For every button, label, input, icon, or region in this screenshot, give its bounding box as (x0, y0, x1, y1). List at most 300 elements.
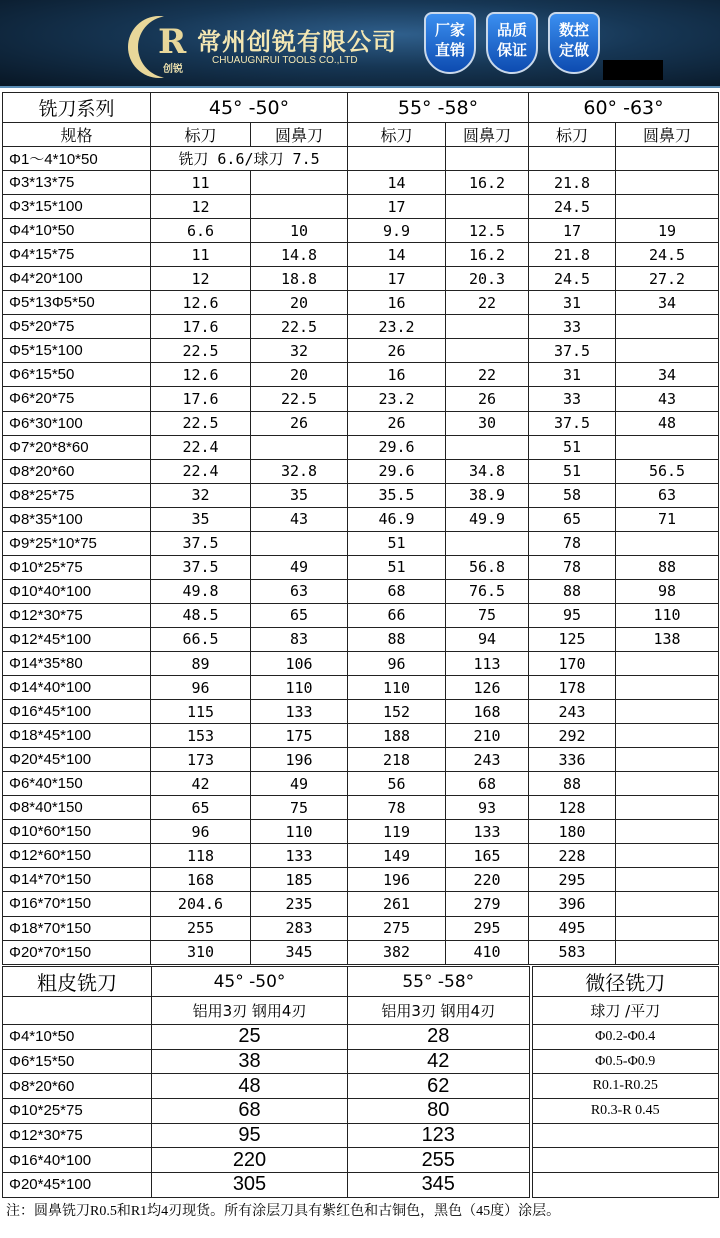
price-cell: 49.8 (151, 579, 251, 603)
price-cell: 138 (616, 627, 719, 651)
table-row (3, 603, 719, 627)
group-header: 45° -50° (151, 93, 348, 123)
price-cell: 49 (251, 772, 348, 796)
group-header: 60° -63° (529, 93, 719, 123)
price-cell: 110 (251, 676, 348, 700)
price-cell (616, 651, 719, 675)
price-cell: 220 (152, 1148, 348, 1173)
price-cell: 218 (348, 748, 446, 772)
spec-cell: Φ12*60*150 (3, 844, 151, 868)
price-cell: 33 (529, 315, 616, 339)
table-row (3, 363, 719, 387)
spec-cell: Φ4*15*75 (3, 243, 151, 267)
table-row (3, 724, 719, 748)
spec-cell: Φ6*40*150 (3, 772, 151, 796)
price-cell: 243 (529, 700, 616, 724)
table-row (3, 868, 719, 892)
price-cell: 275 (348, 916, 446, 940)
price-cell: 168 (446, 700, 529, 724)
price-cell: 31 (529, 363, 616, 387)
table-row (3, 555, 719, 579)
price-cell: 96 (151, 820, 251, 844)
table-row (3, 219, 719, 243)
spec-cell: Φ8*20*60 (3, 1074, 152, 1099)
table-row (3, 892, 719, 916)
spec-cell: Φ6*30*100 (3, 411, 151, 435)
price-cell: 63 (616, 483, 719, 507)
price-cell (616, 171, 719, 195)
price-cell: 295 (529, 868, 616, 892)
price-cell: 56.5 (616, 459, 719, 483)
price-cell: R0.1-R0.25 (531, 1074, 719, 1099)
logo-subtext: 创锐 (163, 64, 183, 75)
price-cell: 30 (446, 411, 529, 435)
price-cell: 37.5 (151, 531, 251, 555)
price-cell: 279 (446, 892, 529, 916)
price-cell: 24.5 (529, 267, 616, 291)
table-row (3, 916, 719, 940)
price-cell: 292 (529, 724, 616, 748)
table-row (3, 748, 719, 772)
price-cell: 16 (348, 363, 446, 387)
price-cell: 170 (529, 651, 616, 675)
price-cell: Φ0.5-Φ0.9 (531, 1049, 719, 1074)
spec-cell: Φ9*25*10*75 (3, 531, 151, 555)
price-cell (616, 724, 719, 748)
group-header: 45° -50° (152, 967, 348, 997)
price-cell: 28 (348, 1025, 531, 1050)
price-cell: 21.8 (529, 171, 616, 195)
price-cell: 382 (348, 940, 446, 964)
badge-text: 品质 (496, 21, 527, 39)
price-cell: 94 (446, 627, 529, 651)
price-cell (348, 147, 446, 171)
price-cell: 38 (152, 1049, 348, 1074)
spec-cell: Φ12*30*75 (3, 1123, 152, 1148)
price-cell: 345 (348, 1173, 531, 1198)
price-cell: 23.2 (348, 315, 446, 339)
table-row (3, 627, 719, 651)
spec-cell: Φ8*20*60 (3, 459, 151, 483)
price-cell: 22 (446, 291, 529, 315)
sub-header: 圆鼻刀 (616, 123, 719, 147)
price-cell (251, 435, 348, 459)
spec-cell: Φ14*40*100 (3, 676, 151, 700)
price-cell: 305 (152, 1173, 348, 1198)
price-cell: 29.6 (348, 435, 446, 459)
price-cell: 56 (348, 772, 446, 796)
price-cell: R0.3-R 0.45 (531, 1099, 719, 1124)
table-subheader-row (3, 997, 719, 1025)
spec-cell: Φ14*70*150 (3, 868, 151, 892)
price-cell (616, 748, 719, 772)
price-cell (446, 435, 529, 459)
spec-cell: Φ6*15*50 (3, 1049, 152, 1074)
table-row (3, 1025, 719, 1050)
price-cell: 115 (151, 700, 251, 724)
price-cell: 49.9 (446, 507, 529, 531)
price-cell (531, 1123, 719, 1148)
price-cell: 51 (529, 459, 616, 483)
price-cell (251, 195, 348, 219)
price-cell: 20 (251, 363, 348, 387)
table-row (3, 1148, 719, 1173)
price-cell (616, 315, 719, 339)
spec-cell: Φ12*30*75 (3, 603, 151, 627)
company-banner (0, 0, 720, 88)
price-cell: 96 (348, 651, 446, 675)
price-cell: 410 (446, 940, 529, 964)
price-cell: 65 (151, 796, 251, 820)
spec-cell: Φ4*20*100 (3, 267, 151, 291)
price-cell: 153 (151, 724, 251, 748)
price-cell (251, 171, 348, 195)
price-cell: 95 (152, 1123, 348, 1148)
price-cell: 110 (348, 676, 446, 700)
table-row (3, 243, 719, 267)
price-cell: 66.5 (151, 627, 251, 651)
spec-cell: Φ6*20*75 (3, 387, 151, 411)
table-row (3, 291, 719, 315)
price-cell: 88 (529, 579, 616, 603)
price-cell: 71 (616, 507, 719, 531)
price-cell: 17.6 (151, 387, 251, 411)
sub-header: 铝用3刃 钢用4刃 (348, 997, 531, 1025)
table-row (3, 411, 719, 435)
price-cell: 26 (348, 339, 446, 363)
price-cell: 18.8 (251, 267, 348, 291)
price-cell: 228 (529, 844, 616, 868)
price-cell (616, 796, 719, 820)
table-row (3, 1099, 719, 1124)
spec-cell: Φ18*45*100 (3, 724, 151, 748)
price-cell: 68 (348, 579, 446, 603)
spec-cell: Φ12*45*100 (3, 627, 151, 651)
price-cell (616, 339, 719, 363)
price-cell: 495 (529, 916, 616, 940)
badge-text: 数控 (558, 21, 589, 39)
price-cell: 20.3 (446, 267, 529, 291)
price-cell: 25 (152, 1025, 348, 1050)
price-cell: 178 (529, 676, 616, 700)
spec-cell: Φ4*10*50 (3, 1025, 152, 1050)
price-cell: 48 (152, 1074, 348, 1099)
spec-cell: Φ16*40*100 (3, 1148, 152, 1173)
table-row (3, 1049, 719, 1074)
price-cell: 83 (251, 627, 348, 651)
price-cell: 22.5 (251, 387, 348, 411)
price-cell (616, 940, 719, 964)
price-cell (616, 195, 719, 219)
price-cell: 12 (151, 267, 251, 291)
price-cell: 75 (251, 796, 348, 820)
spec-cell: Φ1～4*10*50 (3, 147, 151, 171)
spec-cell: Φ8*35*100 (3, 507, 151, 531)
price-table-rough (2, 966, 719, 1198)
price-cell: 583 (529, 940, 616, 964)
spec-cell: Φ16*70*150 (3, 892, 151, 916)
price-cell: 133 (251, 844, 348, 868)
price-cell: 34.8 (446, 459, 529, 483)
table-row (3, 171, 719, 195)
empty-cell (3, 997, 152, 1025)
price-cell: 68 (446, 772, 529, 796)
table-row (3, 1074, 719, 1099)
table-row (3, 651, 719, 675)
badge-text: 定做 (558, 41, 589, 59)
table-header-row (3, 93, 719, 123)
badge-shield-icon (486, 12, 538, 74)
sub-header: 圆鼻刀 (251, 123, 348, 147)
spec-cell: Φ5*15*100 (3, 339, 151, 363)
price-cell: 14 (348, 243, 446, 267)
sub-header: 圆鼻刀 (446, 123, 529, 147)
spec-cell: Φ5*13Φ5*50 (3, 291, 151, 315)
table-row (3, 459, 719, 483)
badge-shield-icon (548, 12, 600, 74)
price-cell: 261 (348, 892, 446, 916)
price-cell: 78 (348, 796, 446, 820)
table-row (3, 700, 719, 724)
table-row (3, 1173, 719, 1198)
spec-cell: Φ6*15*50 (3, 363, 151, 387)
price-cell: 34 (616, 363, 719, 387)
table-row (3, 820, 719, 844)
table-row (3, 676, 719, 700)
price-cell: 89 (151, 651, 251, 675)
logo-letter: R (158, 22, 187, 62)
price-cell: 23.2 (348, 387, 446, 411)
price-cell (616, 147, 719, 171)
price-cell: 168 (151, 868, 251, 892)
table-row (3, 267, 719, 291)
price-cell (531, 1148, 719, 1173)
spec-cell: Φ16*45*100 (3, 700, 151, 724)
price-cell (446, 339, 529, 363)
price-cell: 56.8 (446, 555, 529, 579)
price-cell: 43 (251, 507, 348, 531)
table-header-row (3, 967, 719, 997)
spec-cell: Φ18*70*150 (3, 916, 151, 940)
price-cell: 16.2 (446, 243, 529, 267)
price-cell: 396 (529, 892, 616, 916)
price-cell: 35 (251, 483, 348, 507)
sub-header: 标刀 (151, 123, 251, 147)
spec-cell: Φ10*60*150 (3, 820, 151, 844)
table-row (3, 772, 719, 796)
price-cell (529, 147, 616, 171)
price-cell: 35 (151, 507, 251, 531)
price-cell: 220 (446, 868, 529, 892)
company-name: 常州创锐有限公司 (197, 28, 397, 56)
price-cell: 24.5 (616, 243, 719, 267)
price-cell: 21.8 (529, 243, 616, 267)
price-cell: 27.2 (616, 267, 719, 291)
spec-cell: Φ5*20*75 (3, 315, 151, 339)
spec-cell: Φ8*40*150 (3, 796, 151, 820)
table-row (3, 940, 719, 964)
price-cell: 12.6 (151, 363, 251, 387)
price-cell: 173 (151, 748, 251, 772)
sub-header: 铝用3刃 钢用4刃 (152, 997, 348, 1025)
price-cell: 22.5 (151, 411, 251, 435)
price-cell: 10 (251, 219, 348, 243)
price-cell: 295 (446, 916, 529, 940)
spec-cell: Φ7*20*8*60 (3, 435, 151, 459)
spec-cell: Φ4*10*50 (3, 219, 151, 243)
price-cell: 48.5 (151, 603, 251, 627)
price-cell: 133 (251, 700, 348, 724)
price-cell: 58 (529, 483, 616, 507)
price-cell: 48 (616, 411, 719, 435)
table-row (3, 1123, 719, 1148)
price-cell: 310 (151, 940, 251, 964)
price-cell: 51 (348, 555, 446, 579)
price-cell (616, 772, 719, 796)
price-cell: 204.6 (151, 892, 251, 916)
price-cell: 29.6 (348, 459, 446, 483)
price-cell: 42 (348, 1049, 531, 1074)
price-cell (446, 195, 529, 219)
price-cell: 76.5 (446, 579, 529, 603)
price-cell: Φ0.2-Φ0.4 (531, 1025, 719, 1050)
table-row (3, 844, 719, 868)
price-cell: 126 (446, 676, 529, 700)
spec-cell: Φ10*25*75 (3, 555, 151, 579)
sub-header: 标刀 (348, 123, 446, 147)
price-cell (616, 676, 719, 700)
micro-title: 微径铣刀 (531, 967, 719, 997)
price-cell: 255 (151, 916, 251, 940)
price-cell: 336 (529, 748, 616, 772)
price-cell: 22.5 (251, 315, 348, 339)
price-cell: 17 (348, 267, 446, 291)
company-name-en: CHUAUGNRUI TOOLS CO.,LTD (212, 55, 358, 66)
price-cell: 12.6 (151, 291, 251, 315)
price-cell: 32 (151, 483, 251, 507)
table-row (3, 579, 719, 603)
price-cell: 88 (529, 772, 616, 796)
spec-cell: Φ10*25*75 (3, 1099, 152, 1124)
price-cell: 16.2 (446, 171, 529, 195)
price-cell: 14.8 (251, 243, 348, 267)
price-cell: 196 (251, 748, 348, 772)
price-cell: 32 (251, 339, 348, 363)
sub-header: 标刀 (529, 123, 616, 147)
banner-decoration (603, 60, 663, 80)
price-cell: 175 (251, 724, 348, 748)
table-row (3, 435, 719, 459)
price-cell: 38.9 (446, 483, 529, 507)
price-cell: 6.6 (151, 219, 251, 243)
price-cell (616, 844, 719, 868)
price-cell: 88 (616, 555, 719, 579)
price-cell (616, 916, 719, 940)
table-row (3, 315, 719, 339)
table-row (3, 796, 719, 820)
price-cell: 33 (529, 387, 616, 411)
price-cell: 22.5 (151, 339, 251, 363)
sub-header: 球刀 /平刀 (531, 997, 719, 1025)
price-cell: 19 (616, 219, 719, 243)
price-cell: 9.9 (348, 219, 446, 243)
table-row (3, 483, 719, 507)
price-cell: 17 (529, 219, 616, 243)
price-cell: 185 (251, 868, 348, 892)
spec-cell: Φ20*70*150 (3, 940, 151, 964)
price-cell: 235 (251, 892, 348, 916)
price-cell: 133 (446, 820, 529, 844)
price-cell (616, 435, 719, 459)
price-cell: 35.5 (348, 483, 446, 507)
spec-label: 规格 (3, 123, 151, 147)
price-cell (531, 1173, 719, 1198)
price-cell: 37.5 (151, 555, 251, 579)
price-cell: 17 (348, 195, 446, 219)
price-cell (616, 700, 719, 724)
price-cell: 78 (529, 555, 616, 579)
price-cell (616, 820, 719, 844)
price-cell: 68 (152, 1099, 348, 1124)
spec-cell: Φ3*13*75 (3, 171, 151, 195)
price-cell: 26 (251, 411, 348, 435)
price-cell: 96 (151, 676, 251, 700)
price-cell: 110 (251, 820, 348, 844)
price-cell: 49 (251, 555, 348, 579)
price-cell: 118 (151, 844, 251, 868)
price-cell: 75 (446, 603, 529, 627)
price-cell: 51 (529, 435, 616, 459)
badge-text: 直销 (434, 41, 465, 59)
spec-cell: Φ3*15*100 (3, 195, 151, 219)
badge-text: 保证 (496, 41, 527, 59)
price-cell: 26 (348, 411, 446, 435)
price-cell: 165 (446, 844, 529, 868)
price-cell: 210 (446, 724, 529, 748)
price-cell: 32.8 (251, 459, 348, 483)
price-cell: 188 (348, 724, 446, 748)
price-cell: 65 (529, 507, 616, 531)
group-header: 55° -58° (348, 967, 531, 997)
price-cell: 46.9 (348, 507, 446, 531)
rough-title: 粗皮铣刀 (3, 967, 152, 997)
price-cell (446, 147, 529, 171)
price-cell (446, 531, 529, 555)
spec-cell: Φ8*25*75 (3, 483, 151, 507)
price-cell: 66 (348, 603, 446, 627)
table-subheader-row (3, 123, 719, 147)
footnote: 注：圆鼻铣刀R0.5和R1均4刃现货。所有涂层刀具有紫红色和古铜色，黑色（45度）涂层。 (6, 1204, 561, 1219)
price-cell: 123 (348, 1123, 531, 1148)
price-cell: 11 (151, 171, 251, 195)
price-cell: 113 (446, 651, 529, 675)
price-cell: 65 (251, 603, 348, 627)
price-cell: 63 (251, 579, 348, 603)
price-cell: 180 (529, 820, 616, 844)
table-row (3, 339, 719, 363)
price-cell: 98 (616, 579, 719, 603)
price-cell: 16 (348, 291, 446, 315)
price-cell: 80 (348, 1099, 531, 1124)
table-row (3, 147, 719, 171)
price-cell: 283 (251, 916, 348, 940)
price-cell (251, 531, 348, 555)
price-cell: 95 (529, 603, 616, 627)
price-cell: 22.4 (151, 435, 251, 459)
price-table-milling (2, 92, 719, 965)
table-row (3, 387, 719, 411)
price-cell: 20 (251, 291, 348, 315)
